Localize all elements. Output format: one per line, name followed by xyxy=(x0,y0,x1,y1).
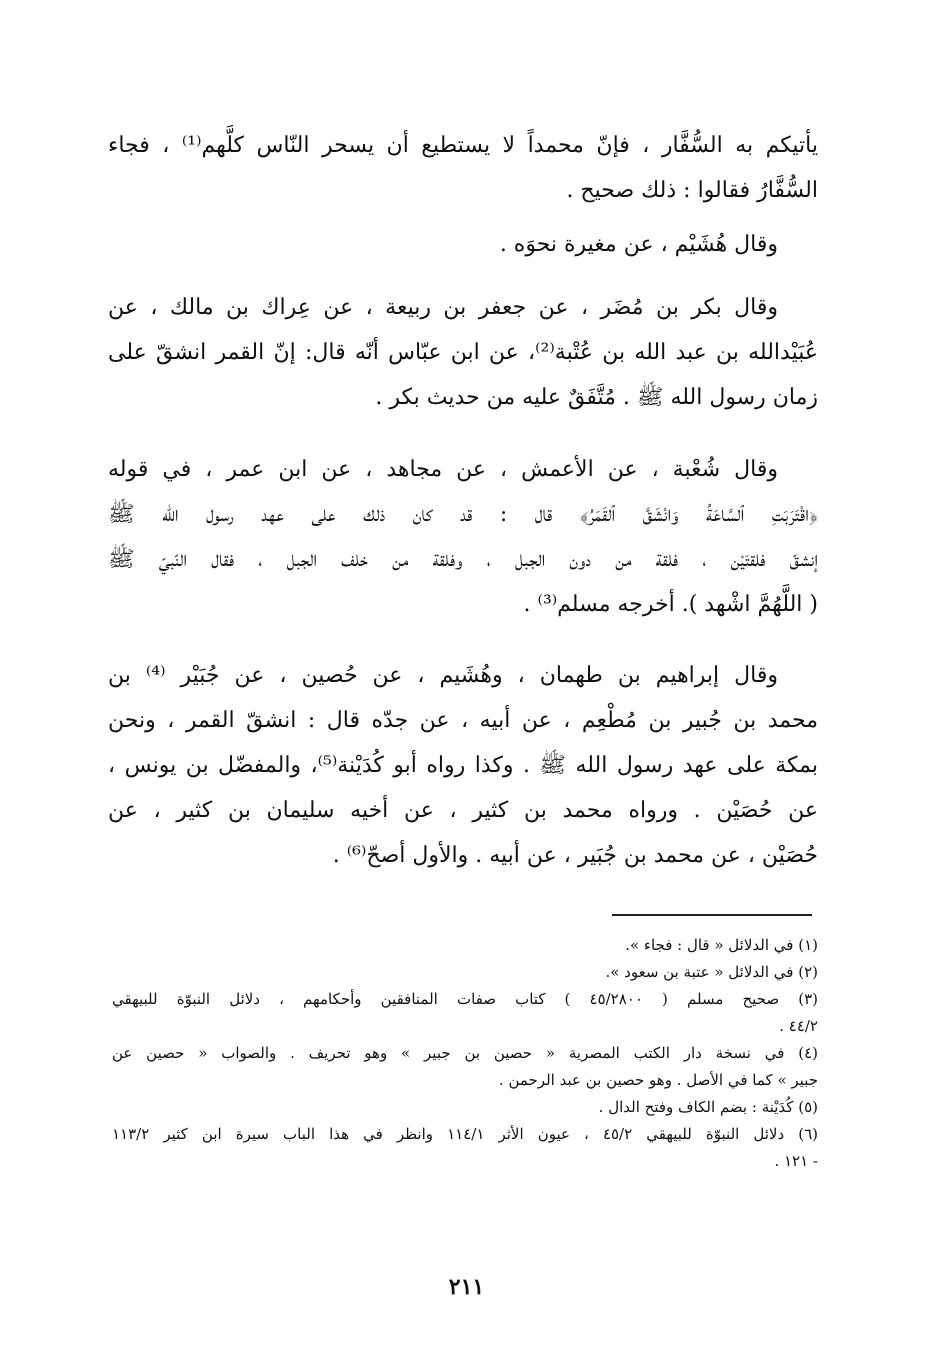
text-line: عُبَيْدالله بن عبد الله بن عُتْبة⁽²⁾، عن ابن عبّاس أنّه قال: إنّ القمر انشقّ على xyxy=(108,340,818,365)
footnote-1 xyxy=(112,932,818,959)
text-line: عن حُصَيْن . ورواه محمد بن كثير ، عن أخيه سليمان بن كثير ، عن xyxy=(108,798,818,823)
paragraph-3 xyxy=(108,285,818,420)
footnote-line: (٦) دلائل النبوّة للبيهقي ٤٥/٢ ، عيون الأثر ١١٤/١ وانظر في هذا الباب سيرة ابن كثير ١١٣/٢ xyxy=(112,1125,818,1143)
paragraph-4 xyxy=(108,447,818,627)
text-line: ( اللَّهُمَّ اشْهد ). أخرجه مسلم⁽³⁾ . xyxy=(523,592,818,617)
paragraph-2 xyxy=(108,222,818,267)
footnote-line: ٤٤/٢ . xyxy=(779,1017,818,1035)
footnote-line: (٣) صحيح مسلم ( ٤٥/٢٨٠٠ ) كتاب صفات المنافقين وأحكامهم ، دلائل النبوّة للبيهقي xyxy=(112,990,818,1008)
footnote-line: جبير » كما في الأصل . وهو حصين بن عبد الرحمن . xyxy=(498,1071,818,1089)
text-line: وقال بكر بن مُضَر ، عن جعفر بن ربيعة ، عن عِراك بن مالك ، عن xyxy=(108,295,778,320)
paragraph-5 xyxy=(108,653,818,878)
footnote-line: (١) في الدلائل « قال : فجاء ». xyxy=(625,936,818,954)
footnote-line: (٢) في الدلائل « عتبة بن سعود ». xyxy=(605,963,818,981)
text-line: زمان رسول الله ﷺ . مُتَّفَقٌ عليه من حديث بكر . xyxy=(375,385,818,410)
footnote-4 xyxy=(112,1040,818,1094)
text-line: يأتيكم به السُّفَّار ، فإنّ محمداً لا يستطيع أن يسحر النّاس كلَّهم⁽¹⁾ ، فجاء xyxy=(108,133,818,158)
footnotes xyxy=(112,932,818,1175)
footnote-line: (٥) كُدَيْنة : بضم الكاف وفتح الدال . xyxy=(598,1098,818,1116)
footnote-2 xyxy=(112,959,818,986)
text-line: محمد بن جُبير بن مُطْعِم ، عن أبيه ، عن جدّه قال : انشقّ القمر ، ونحن xyxy=(108,708,818,733)
text-line: وقال هُشَيْم ، عن مغيرة نحوَه . xyxy=(499,232,778,257)
page-number: ٢١١ xyxy=(448,1274,485,1300)
text-line: إنشقّ فلقتَيْن ، فلقة من دون الجبل ، وفلقة من خلف الجبل ، فقال النّبيّ ﷺ xyxy=(108,547,818,572)
footnote-6 xyxy=(112,1121,818,1175)
footnote-3 xyxy=(112,986,818,1040)
text-line: وقال شُعْبة ، عن الأعمش ، عن مجاهد ، عن ابن عمر ، في قوله xyxy=(108,457,778,482)
footnote-line: (٤) في نسخة دار الكتب المصرية « حصين بن جبير » وهو تحريف . والصواب « حصين عن xyxy=(112,1044,818,1062)
text-line: بمكة على عهد رسول الله ﷺ . وكذا رواه أبو كُدَيْنة⁽⁵⁾، والمفضّل بن يونس ، xyxy=(108,753,818,778)
footnote-line: - ١٢١ . xyxy=(774,1152,818,1170)
paragraph-1 xyxy=(108,123,818,213)
text-line: حُصَيْن ، عن محمد بن جُبَير ، عن أبيه . والأول أصحّ⁽⁶⁾ . xyxy=(332,843,818,868)
text-line: السُّفَّارُ فقالوا : ذلك صحيح . xyxy=(566,178,818,203)
text-line: وقال إبراهيم بن طهمان ، وهُشَيم ، عن حُصين ، عن جُبَيْر ⁽⁴⁾ بن xyxy=(108,663,778,688)
quran-verse-line: ﴿اقْتَرَبَتِ ٱلسَّاعَةُ وَانْشَقَّ ٱلقَمَرُ﴾ قال : قد كان ذلك على عهد رسول الله ﷺ xyxy=(108,502,818,527)
footnote-divider xyxy=(612,914,812,916)
footnote-5 xyxy=(112,1094,818,1121)
